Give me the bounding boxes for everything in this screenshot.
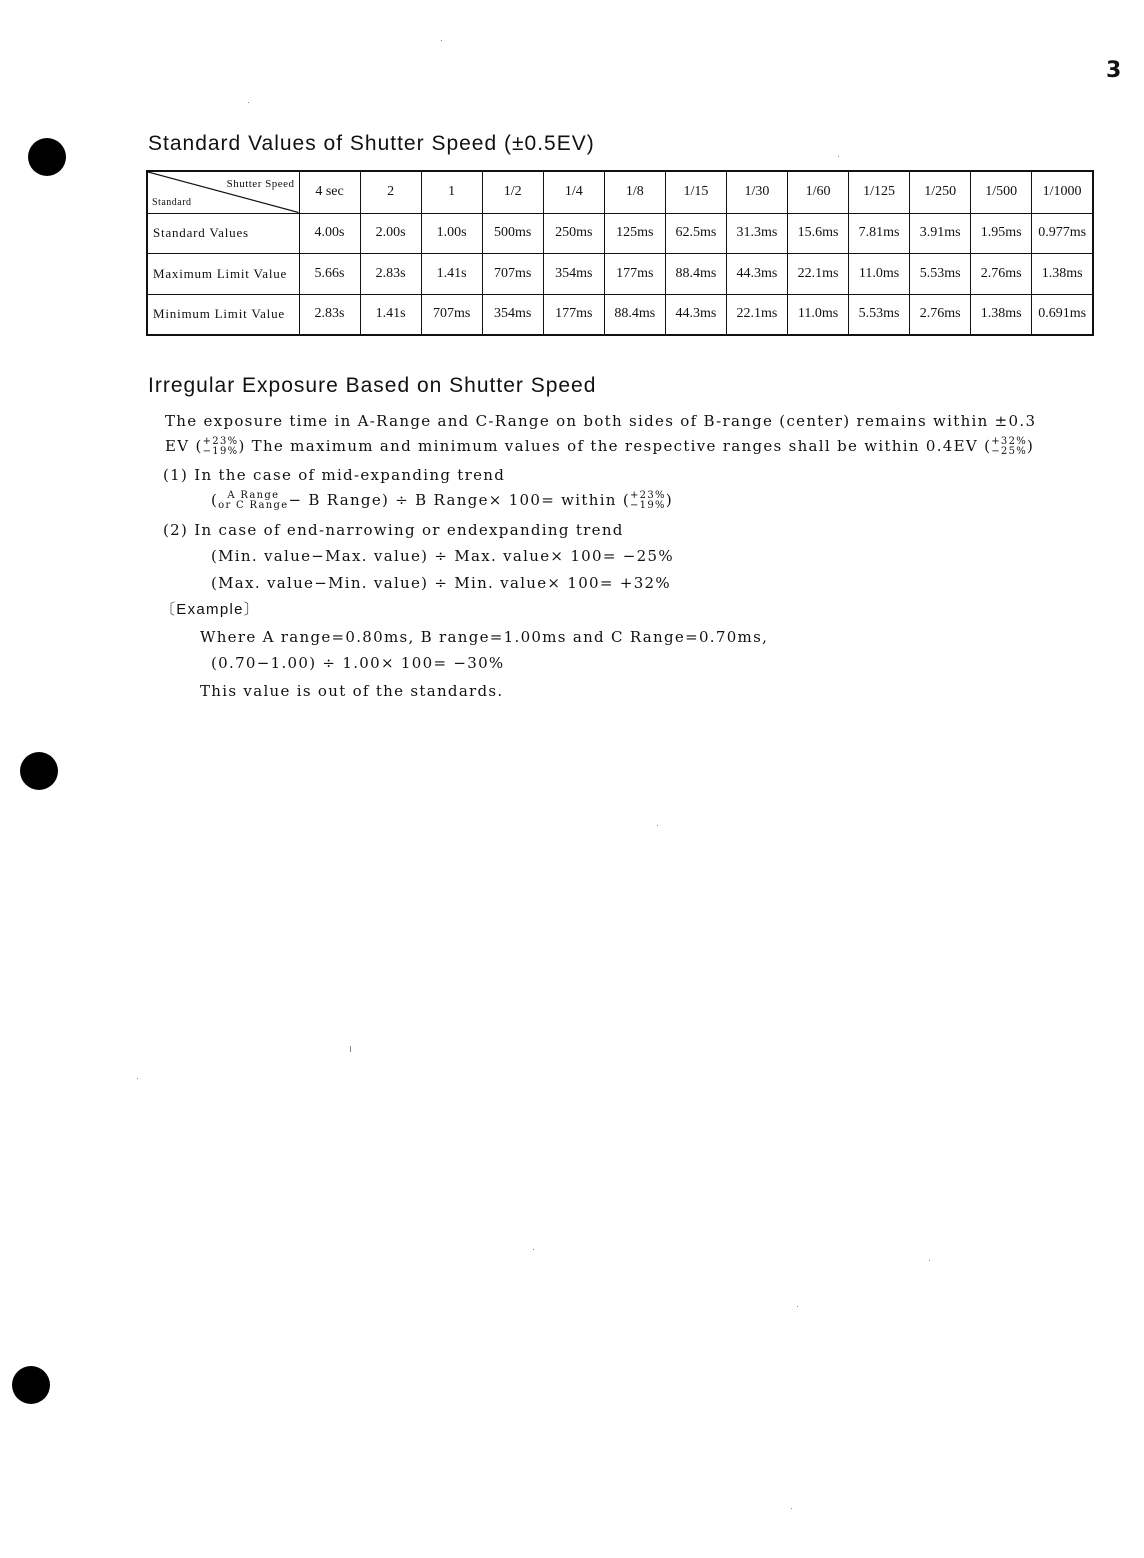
table-row-maximum [147,253,1093,294]
table-cell: 177ms [604,253,665,294]
row-label: Minimum Limit Value [147,294,299,335]
punch-hole-bottom [12,1366,50,1404]
scan-speck [657,825,658,826]
table-cell: 500ms [482,213,543,253]
fraction-top: A Range [227,490,280,501]
column-header: 4 sec [299,171,360,213]
table-cell: 354ms [543,253,604,294]
range-sentence: The maximum and minimum values of the respective ranges shall be within 0.4EV [251,437,978,455]
row-label: Standard Values [147,213,299,253]
heading-irregular-exposure: Irregular Exposure Based on Shutter Speed [148,374,597,397]
table-cell: 1.38ms [971,294,1032,335]
scan-speck [929,1260,930,1261]
fraction-bottom: −25% [991,446,1028,457]
table-cell: 2.76ms [910,294,971,335]
ev-label: EV [165,437,190,455]
table-cell: 354ms [482,294,543,335]
table-cell: 1.41s [421,253,482,294]
table-cell: 44.3ms [726,253,787,294]
example-label: 〔Example〕 [160,601,261,618]
shutter-speed-table [146,170,1094,336]
item-2-heading: (2) In case of end-narrowing or endexpanding trend [163,521,624,539]
table-cell: 22.1ms [788,253,849,294]
item-1-formula: ( A Range or C Range − B Range) ÷ B Range× 100= within ( +23% −19% ) [211,490,673,511]
punch-hole-top [28,138,66,176]
scan-speck [797,1306,798,1307]
scan-speck [533,1249,534,1250]
column-header: 2 [360,171,421,213]
table-row-standard [147,213,1093,253]
table-cell: 7.81ms [849,213,910,253]
table-cell: 3.91ms [910,213,971,253]
table-cell: 707ms [421,294,482,335]
table-cell: 15.6ms [788,213,849,253]
table-cell: 62.5ms [665,213,726,253]
table-row-minimum [147,294,1093,335]
row-label: Maximum Limit Value [147,253,299,294]
table-cell: 125ms [604,213,665,253]
column-header: 1/125 [849,171,910,213]
column-header: 1/30 [726,171,787,213]
column-header: 1/2 [482,171,543,213]
table-cell: 2.00s [360,213,421,253]
fraction-top: +23% [202,436,239,447]
tolerance-fraction-1 [203,437,239,457]
table-cell: 5.53ms [849,294,910,335]
table-corner-cell [147,171,299,213]
example-line-1: Where A range=0.80ms, B range=1.00ms and C Range=0.70ms, [200,628,769,646]
corner-label-shutter-speed: Shutter Speed [226,178,295,190]
example-line-2: (0.70−1.00) ÷ 1.00× 100= −30% [211,654,505,672]
table-cell: 5.53ms [910,253,971,294]
scan-speck [350,1046,351,1052]
table-cell: 1.00s [421,213,482,253]
table-cell: 0.691ms [1032,294,1093,335]
table-header-row [147,171,1093,213]
scan-speck [137,1078,138,1079]
column-header: 1/60 [788,171,849,213]
table-cell: 88.4ms [665,253,726,294]
table-cell: 2.83s [299,294,360,335]
item-2-formula-1: (Min. value−Max. value) ÷ Max. value× 100= −25% [211,547,674,565]
heading-standard-values: Standard Values of Shutter Speed (±0.5EV) [148,132,595,155]
table-cell: 1.38ms [1032,253,1093,294]
column-header: 1 [421,171,482,213]
table-cell: 22.1ms [726,294,787,335]
column-header: 1/1000 [1032,171,1093,213]
scan-speck [791,1508,792,1509]
table-cell: 44.3ms [665,294,726,335]
fraction-bottom: −19% [202,446,239,457]
scan-speck [248,102,249,103]
fraction-top: +32% [991,436,1028,447]
tolerance-fraction-2 [991,437,1027,457]
table-cell: 0.977ms [1032,213,1093,253]
fraction-bottom: or C Range [218,500,289,511]
item-1-heading: (1) In the case of mid-expanding trend [163,466,506,484]
table-cell: 1.95ms [971,213,1032,253]
example-line-3: This value is out of the standards. [200,682,504,700]
table-cell: 88.4ms [604,294,665,335]
table-cell: 1.41s [360,294,421,335]
table-cell: 4.00s [299,213,360,253]
paragraph-line-1: The exposure time in A-Range and C-Range on both sides of B-range (center) remains within ±0.3 [165,412,1037,430]
range-fraction [218,491,288,511]
scan-speck [441,40,442,41]
table-cell: 11.0ms [788,294,849,335]
table-cell: 11.0ms [849,253,910,294]
column-header: 1/4 [543,171,604,213]
table-cell: 5.66s [299,253,360,294]
table-cell: 31.3ms [726,213,787,253]
table-cell: 250ms [543,213,604,253]
column-header: 1/15 [665,171,726,213]
item-2-formula-2: (Max. value−Min. value) ÷ Min. value× 100= +32% [211,574,671,592]
scan-speck [838,156,839,157]
column-header: 1/500 [971,171,1032,213]
formula-text: − B Range) ÷ B Range× 100= within [288,491,617,509]
paragraph-line-2: EV ( +23% −19% ) The maximum and minimum values of the respective ranges shall be within 0.4EV ( +32% −25% ) [165,436,1035,457]
page-number: 3 [1106,58,1122,83]
column-header: 1/250 [910,171,971,213]
tolerance-fraction-3 [630,491,666,511]
fraction-top: +23% [630,490,666,501]
table-cell: 2.83s [360,253,421,294]
column-header: 1/8 [604,171,665,213]
punch-hole-middle [20,752,58,790]
fraction-bottom: −19% [630,500,666,511]
table-cell: 2.76ms [971,253,1032,294]
corner-label-standard: Standard [152,196,192,208]
table-cell: 707ms [482,253,543,294]
table-cell: 177ms [543,294,604,335]
